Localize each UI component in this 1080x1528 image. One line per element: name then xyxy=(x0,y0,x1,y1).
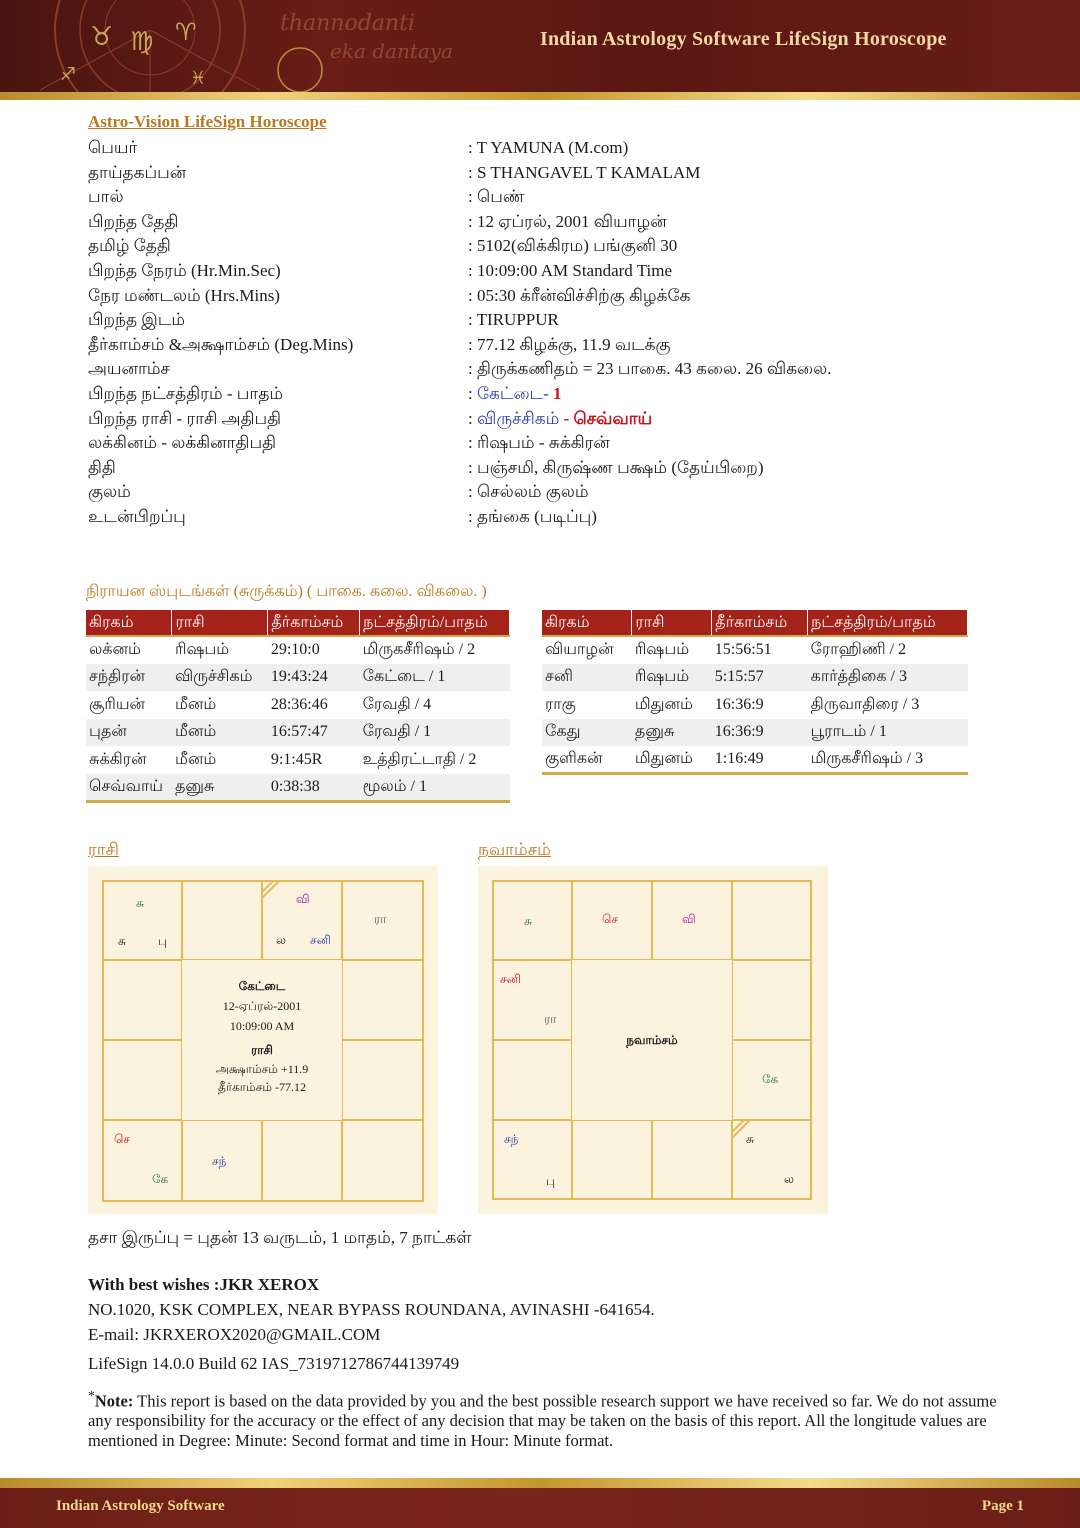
info-row xyxy=(88,458,988,482)
table-row xyxy=(86,664,510,692)
svg-text:eka dantaya: eka dantaya xyxy=(330,39,454,63)
table-cell: மிருகசீரிஷம் / 2 xyxy=(362,641,476,659)
table-cell: குளிகன் xyxy=(542,746,632,774)
table-cell: கேது xyxy=(542,719,632,747)
table-header-cell: கிரகம் xyxy=(542,610,632,636)
info-label: நேர மண்டலம் (Hrs.Mins) xyxy=(88,285,280,305)
table-row xyxy=(542,636,968,664)
info-label: பெயர் xyxy=(88,138,138,157)
table-cell: 1:16:49 xyxy=(712,746,808,774)
table-cell: 9:1:45R xyxy=(270,750,323,768)
table-cell: தனுசு xyxy=(632,719,712,747)
rasi-glyph-la: ல xyxy=(276,933,286,947)
info-label: தாய்தகப்பன் xyxy=(88,162,187,182)
table-cell: ரிஷபம் xyxy=(632,664,712,692)
info-value: : T YAMUNA (M.com) xyxy=(468,138,629,157)
table-cell: ரிஷபம் xyxy=(174,641,230,659)
info-label: பிறந்த தேதி xyxy=(88,211,179,231)
info-value: : விருச்சிகம் - செவ்வாய் xyxy=(468,408,653,428)
planet-positions-title: நிராயன ஸ்புடங்கள் (சுருக்கம்) ( பாகை. கலை. விகலை. ) xyxy=(86,583,487,600)
table-cell: திருவாதிரை / 3 xyxy=(810,695,920,713)
table-row xyxy=(542,691,968,719)
info-label: தமிழ் தேதி xyxy=(88,236,171,256)
table-cell: மூலம் / 1 xyxy=(360,774,510,802)
page-number: Page 1 xyxy=(981,1498,1024,1514)
table-header-cell: கிரகம் xyxy=(86,610,172,636)
zodiac-wheel-decoration xyxy=(0,0,520,92)
info-label: பால் xyxy=(88,187,124,207)
planet-table-right xyxy=(542,610,968,775)
note-label: Note: xyxy=(94,1391,134,1411)
table-row xyxy=(86,746,510,774)
wishes-line: With best wishes :JKR XEROX xyxy=(88,1275,320,1294)
table-row xyxy=(86,691,510,719)
info-row xyxy=(88,212,988,236)
email-line: E-mail: JKRXEROX2020@GMAIL.COM xyxy=(88,1325,381,1344)
rasi-glyph-sani: சனி xyxy=(310,933,331,947)
navamsa-glyph-4a: சனி xyxy=(500,972,521,986)
info-label: பிறந்த இடம் xyxy=(88,310,186,330)
table-cell: 16:36:9 xyxy=(714,695,764,713)
info-value: : ரிஷபம் - சுக்கிரன் xyxy=(468,433,610,453)
planet-table-left xyxy=(86,610,510,803)
info-row xyxy=(88,138,988,162)
navamsa-glyph-6: சந் xyxy=(504,1132,519,1146)
info-label: திதி xyxy=(88,457,116,477)
info-value: : செல்லம் குலம் xyxy=(468,482,589,502)
table-cell: மிதுனம் xyxy=(634,695,693,713)
svg-text:♉: ♉ xyxy=(90,22,114,52)
table-cell: மீனம் xyxy=(174,695,217,713)
info-label: லக்கினம் - லக்கினாதிபதி xyxy=(88,433,277,453)
info-label: அயனாம்ச xyxy=(88,359,170,379)
info-row xyxy=(88,310,988,334)
rasi-glyph-pu: பு xyxy=(158,934,167,948)
table-row xyxy=(86,719,510,747)
table-header-cell: ராசி xyxy=(172,610,268,636)
table-cell: மிருகசீரிஷம் / 3 xyxy=(808,746,968,774)
table-cell: கேட்டை / 1 xyxy=(360,664,510,692)
table-row xyxy=(542,746,968,774)
info-value: : 5102(விக்கிரம) பங்குனி 30 xyxy=(468,236,678,256)
info-row xyxy=(88,482,988,506)
info-label: தீர்காம்சம் &அக்ஷாம்சம் (Deg.Mins) xyxy=(88,334,354,354)
navamsa-glyph-4b: ரா xyxy=(544,1012,557,1026)
svg-text:♓: ♓ xyxy=(190,68,207,89)
rasi-glyph-ke: கே xyxy=(152,1172,169,1186)
svg-text:♍: ♍ xyxy=(130,27,154,57)
info-value: : பெண் xyxy=(468,187,525,207)
disclaimer-note: *Note: This report is based on the data provided by you and the best possible research support we have received so far. We do not assume any responsibility for the accuracy or the effect of any decision that may be taken on the basis of this report. All the longitude values are mentioned in Degree: Minute: Second format and time in Hour: Minute format. xyxy=(88,1388,997,1450)
info-label: பிறந்த நட்சத்திரம் - பாதம் xyxy=(88,384,284,403)
table-row xyxy=(542,719,968,747)
note-text: This report is based on the data provided by you and the best possible research support we have received so far. We do not assume any responsibility for the accuracy or the effect of any decision that may be taken on the basis of this report. All the longitude values are mentioned in Degree: Minute: Second format and time in Hour: Minute format. xyxy=(88,1391,997,1450)
lagna-mark xyxy=(262,880,282,900)
table-cell: 0:38:38 xyxy=(268,774,360,802)
table-header-cell: தீர்காம்சம் xyxy=(268,610,360,636)
table-cell: மிதுனம் xyxy=(632,746,712,774)
info-row xyxy=(88,409,988,433)
rasi-center-info: கேட்டை 12-ஏப்ரல்-2001 10:09:00 AM ராசி அக்ஷாம்சம் +11.9 தீர்காம்சம் -77.12 xyxy=(215,979,309,1094)
table-cell: பூராடம் / 1 xyxy=(808,719,968,747)
table-cell: மீனம் xyxy=(172,719,268,747)
navamsa-glyph-1: சு xyxy=(524,914,532,928)
navamsa-glyph-6b: பு xyxy=(546,1174,555,1188)
info-label: உடன்பிறப்பு xyxy=(88,507,186,526)
info-value: : திருக்கணிதம் = 23 பாகை. 43 கலை. 26 விகலை. xyxy=(468,359,832,379)
svg-text:♈: ♈ xyxy=(175,18,197,46)
info-value: : தங்கை (படிப்பு) xyxy=(468,507,597,526)
navamsa-glyph-5: கே xyxy=(762,1072,779,1086)
table-row xyxy=(86,774,510,802)
info-row xyxy=(88,187,988,211)
table-header-cell: தீர்காம்சம் xyxy=(712,610,808,636)
table-cell: வியாழன் xyxy=(545,641,614,659)
table-cell: 19:43:24 xyxy=(268,664,360,692)
table-header-cell: நட்சத்திரம்/பாதம் xyxy=(360,610,510,636)
info-row xyxy=(88,359,988,383)
table-cell: 5:15:57 xyxy=(712,664,808,692)
navamsa-glyph-2: செ xyxy=(602,912,618,926)
footer-gold-line xyxy=(0,1478,1080,1488)
table-cell: உத்திரட்டாதி / 2 xyxy=(362,750,477,768)
navamsa-chart xyxy=(478,866,828,1214)
navamsa-chart-title: நவாம்சம் xyxy=(478,840,551,859)
navamsa-glyph-3: வி xyxy=(682,912,696,926)
rasi-glyph-se: செ xyxy=(114,1132,130,1146)
rasi-glyph-vi: வி xyxy=(296,892,310,906)
table-cell: 16:36:9 xyxy=(712,719,808,747)
info-value: : 10:09:00 AM Standard Time xyxy=(468,261,673,280)
info-row xyxy=(88,286,988,310)
rasi-glyph-su: சு xyxy=(118,934,126,948)
navamsa-glyph-7: சு xyxy=(746,1132,754,1146)
info-value: : 77.12 கிழக்கு, 11.9 வடக்கு xyxy=(468,334,671,354)
info-value: : 12 ஏப்ரல், 2001 வியாழன் xyxy=(468,211,667,231)
table-cell: புதன் xyxy=(86,719,172,747)
rasi-glyph-ra: ரா xyxy=(374,912,387,926)
info-row xyxy=(88,335,988,359)
table-cell: சூரியன் xyxy=(89,695,146,713)
info-value: : S THANGAVEL T KAMALAM xyxy=(468,162,701,182)
address-line: NO.1020, KSK COMPLEX, NEAR BYPASS ROUNDANA, AVINASHI -641654. xyxy=(88,1300,655,1319)
header-gold-line xyxy=(0,92,1080,100)
info-value: : பஞ்சமி, கிருஷ்ண பக்ஷம் (தேய்பிறை) xyxy=(468,457,764,477)
table-cell: செவ்வாய் xyxy=(86,774,172,802)
header-title: Indian Astrology Software LifeSign Horoscope xyxy=(540,28,947,50)
info-row xyxy=(88,384,988,408)
info-value: : 05:30 க்ரீன்விச்சிற்கு கிழக்கே xyxy=(468,285,691,305)
svg-text:♐: ♐ xyxy=(60,64,77,85)
table-cell: மீனம் xyxy=(174,750,217,768)
table-cell: லக்னம் xyxy=(89,641,141,659)
table-cell: சுக்கிரன் xyxy=(89,750,147,768)
navamsa-glyph-7b: ல xyxy=(784,1172,794,1186)
info-label: குலம் xyxy=(88,482,131,502)
rasi-glyph-gu: சு xyxy=(136,896,144,910)
footer-banner xyxy=(0,1478,1080,1528)
dasa-balance: தசா இருப்பு = புதன் 13 வருடம், 1 மாதம், 7 நாட்கள் xyxy=(88,1228,472,1247)
table-cell: 15:56:51 xyxy=(714,641,772,659)
info-value: : TIRUPPUR xyxy=(468,310,559,330)
info-label: பிறந்த ராசி - ராசி அதிபதி xyxy=(88,408,282,428)
table-cell: ரேவதி / 1 xyxy=(360,719,510,747)
navamsa-center-label: நவாம்சம் xyxy=(626,1033,678,1047)
table-row xyxy=(542,664,968,692)
info-row xyxy=(88,261,988,285)
table-cell: ரோஹிணி / 2 xyxy=(810,641,907,659)
table-cell: 28:36:46 xyxy=(270,695,328,713)
info-row xyxy=(88,507,988,531)
table-cell: விருச்சிகம் xyxy=(172,664,268,692)
table-row xyxy=(86,636,510,664)
table-cell: 29:10:0 xyxy=(270,641,320,659)
svg-text:thannodanti: thannodanti xyxy=(280,11,415,36)
rasi-chart-title: ராசி xyxy=(88,840,119,859)
table-cell: ராகு xyxy=(545,695,576,713)
section-title: Astro-Vision LifeSign Horoscope xyxy=(88,112,327,131)
table-cell: சந்திரன் xyxy=(86,664,172,692)
header-banner xyxy=(0,0,1080,92)
table-cell: ரேவதி / 4 xyxy=(362,695,432,713)
footer-brand: Indian Astrology Software xyxy=(56,1498,225,1514)
info-label: பிறந்த நேரம் (Hr.Min.Sec) xyxy=(88,261,281,280)
table-cell: சனி xyxy=(542,664,632,692)
build-line: LifeSign 14.0.0 Build 62 IAS_7319712786744139749 xyxy=(88,1354,460,1373)
table-cell: ரிஷபம் xyxy=(634,641,690,659)
table-cell: கார்த்திகை / 3 xyxy=(808,664,968,692)
info-row xyxy=(88,433,988,457)
table-cell: தனுசு xyxy=(172,774,268,802)
table-cell: 16:57:47 xyxy=(268,719,360,747)
info-value: : கேட்டை- 1 xyxy=(468,384,562,403)
table-header-cell: நட்சத்திரம்/பாதம் xyxy=(808,610,968,636)
info-row xyxy=(88,163,988,187)
rasi-chart xyxy=(88,866,438,1214)
info-row xyxy=(88,236,988,260)
rasi-glyph-san: சந் xyxy=(212,1154,227,1168)
table-header-cell: ராசி xyxy=(632,610,712,636)
